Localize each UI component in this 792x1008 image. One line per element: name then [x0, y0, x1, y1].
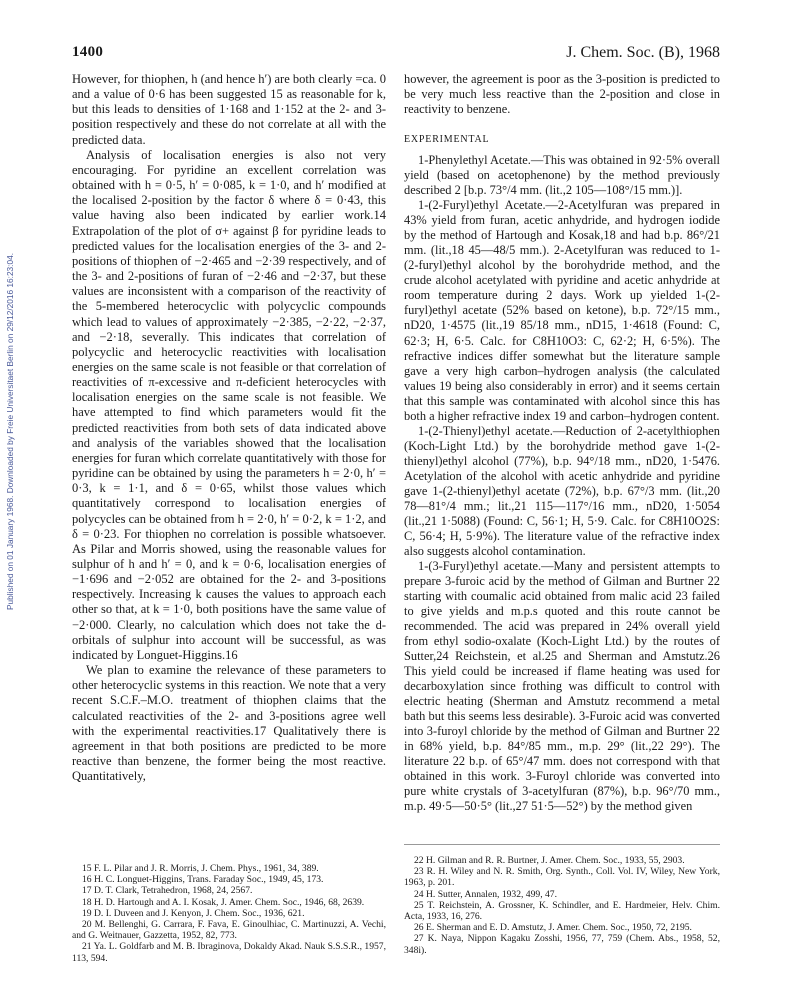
paragraph-localisation-energies: Analysis of localisation energies is also not very encouraging. For pyridine an excellent correlation was obtained with h = 0·5, h′ = 0·085, k = 1·0, and h′ modified at the localised 2-position by the factor δ where δ = 0·43, this value having also been indicated by earlier work.14 Extrapolation of the plot of σ+ against β for pyridine leads to predicted values for the localisation energies of the 3- and 2-positions of thiophen of −2·465 and −2·39 respectively, and of the 3- and 2-positions of furan of −2·46 and −2·37, but these values are inconsistent with a comparison of the reactivity of the 5-membered heterocyclic with polycyclic compounds which lead to values of approximately −2·385, −2·22, −2·37, and −2·18, severally. This indicates that correlation of polycyclic and heterocyclic reactivities with localisation energies on the same scale is not feasible or that correlation of reactivities of π-excessive and π-deficient heterocycles with localisation energies on the same scale is not feasible. We have attempted to find which parameters would fit the predicted reactivities from both sets of data indicated above and analysis of the variables showed that the localisation energies for furan which correlate quantitatively with those for pyridine can be obtained by using the parameters h = 2·0, h′ = 0·3, k = 1·1, and δ = 0·65, whilst those values which quantitatively correspond to localisation energies of polycycles can be obtained from h = 2·0, h′ = 0·2, k = 1·2, and δ = 0·23. For thiophen no correlation is possible whatsoever. As Pilar and Morris showed, using the reasonable values for sulphur of h and h′ = 0, and k = 0·6, localisation energies of −1·696 and −2·052 are obtained for the 2- and 3-positions respectively. Increasing k causes the values to approach each other so that, at k = 1·0, both positions have the same value of −2·000. Clearly, no calculation which does not take the d-orbitals of sulphur into account will be successful, as was indicated by Longuet-Higgins.16 — [72, 147, 386, 662]
footnote: 16 H. C. Longuet-Higgins, Trans. Faraday Soc., 1949, 45, 173. — [82, 874, 324, 886]
left-column — [72, 72, 386, 784]
footnote: 19 D. I. Duveen and J. Kenyon, J. Chem. Soc., 1936, 621. — [82, 907, 305, 919]
paragraph-phenylethyl-acetate: 1-Phenylethyl Acetate.—This was obtained in 92·5% overall yield (based on acetophenone) by the method previously described 2 [b.p. 73°/4 mm. (lit.,2 105—108°/15 mm.)]. — [404, 153, 720, 198]
footnote: 18 H. D. Hartough and A. I. Kosak, J. Amer. Chem. Soc., 1946, 68, 2639. — [82, 896, 365, 908]
footnote: 15 F. L. Pilar and J. R. Morris, J. Chem. Phys., 1961, 34, 389. — [82, 863, 319, 874]
paragraph-3-furylethyl-acetate: 1-(3-Furyl)ethyl acetate.—Many and persistent attempts to prepare 3-furoic acid by the method of Gilman and Burtner 22 starting with coumalic acid obtained from malic acid 23 failed to give yields and m.p.s quoted and this route cannot be recommended. The acid was prepared in 24% overall yield from ethyl sodio-oxalate (Koch-Light Ltd.) by the routes of Sutter,24 Reichstein, et al.25 and Sherman and Amstutz.26 This yield could be increased if flame heating was used for decarboxylation since frothing was difficult to control with electric heating (Sherman and Amstutz recommend a metal bath but this seems less desirable). 3-Furoic acid was converted into 3-furoyl chloride by the method of Gilman and Burtner 22 in 68% yield, b.p. 84°/85 mm., m.p. 29° (lit.,22 29°). The literature 22 b.p. of 65°/47 mm. does not correspond with that obtained in this work. 3-Furoyl chloride was converted into pure white crystals of 3-acetylfuran (87%), b.p. 96°/70 mm., m.p. 49·5—50·5° (lit.,27 51·5—52°) by the method given — [404, 558, 720, 814]
footnote: 17 D. T. Clark, Tetrahedron, 1968, 24, 2567. — [82, 885, 253, 897]
download-stamp — [2, 0, 18, 1008]
right-column — [404, 72, 720, 815]
paragraph-continuation: however, the agreement is poor as the 3-position is predicted to be very much less reactive than the 2-position and close in reactivity to benzene. — [404, 72, 720, 117]
page-number: 1400 — [72, 44, 104, 60]
footnote: 24 H. Sutter, Annalen, 1932, 499, 47. — [414, 888, 557, 900]
footnotes-left — [72, 863, 386, 964]
footnote: 27 K. Naya, Nippon Kagaku Zosshi, 1956, 77, 759 (Chem. Abs., 1958, 52, 348i). — [404, 933, 720, 956]
footnotes-right — [404, 855, 720, 956]
running-head: J. Chem. Soc. (B), 1968 — [566, 44, 720, 61]
section-heading-experimental: EXPERIMENTAL — [404, 134, 490, 146]
footnote: 25 T. Reichstein, A. Grossner, K. Schindler, and E. Hardmeier, Helv. Chim. Acta, 1933, 16, 276. — [404, 899, 720, 923]
footnote: 23 R. H. Wiley and N. R. Smith, Org. Synth., Coll. Vol. IV, Wiley, New York, 1963, p. 201. — [404, 866, 720, 889]
footnote: 20 M. Bellenghi, G. Carrara, F. Fava, E. Ginoulhiac, C. Martinuzzi, A. Vechi, and G. Weitnauer, Gazzetta, 1952, 82, 773. — [72, 919, 386, 942]
footnote: 21 Ya. L. Goldfarb and M. B. Ibraginova, Dokaldy Akad. Nauk S.S.S.R., 1957, 113, 594. — [72, 941, 386, 964]
footnote: 26 E. Sherman and E. D. Amstutz, J. Amer. Chem. Soc., 1950, 72, 2195. — [414, 922, 692, 934]
footnote: 22 H. Gilman and R. R. Burtner, J. Amer. Chem. Soc., 1933, 55, 2903. — [414, 855, 685, 866]
footnote-rule — [404, 844, 720, 845]
paragraph-future-work: We plan to examine the relevance of these parameters to other heterocyclic systems in this reaction. We note that a very recent S.C.F.–M.O. treatment of thiophen claims that the calculated reactivities of the 2- and 3-positions agree well with the experimental reactivities.17 Qualitatively there is agreement in that both positions are predicted to be more reactive than benzene, the former being the most reactive. Quantitatively, — [72, 663, 386, 784]
paragraph-thiophen-parameters: However, for thiophen, h (and hence h′) are both clearly =ca. 0 and a value of 0·6 has been suggested 15 as reasonable for k, but this leads to densities of 1·168 and 1·152 at the 2- and 3-position respectively and these do not correlate at all with the predicted data. — [72, 72, 387, 147]
download-stamp-text: Published on 01 January 1968. Downloaded by Freie Universitaet Berlin on 29/12/2016 16:23:04. — [5, 252, 15, 610]
paragraph-thienylethyl-acetate: 1-(2-Thienyl)ethyl acetate.—Reduction of 2-acetylthiophen (Koch-Light Ltd.) by the borohydride method gave 1-(2-thienyl)ethyl alcohol (77%), b.p. 94°/18 mm., nD20, 1·5476. Acetylation of the alcohol with acetic anhydride and pyridine gave 1-(2-thienyl)ethyl acetate (72%), b.p. 67°/3 mm. (lit.,20 78—81°/4 mm.; lit.,21 115—117°/16 mm., nD20, 1·5054 (lit.,21 1·5088) (Found: C, 56·1; H, 5·9. Calc. for C8H10O2S: C, 56·4; H, 5·9%). The literature value of the refractive index also suggests alcohol contamination. — [404, 423, 720, 558]
paragraph-furylethyl-acetate: 1-(2-Furyl)ethyl Acetate.—2-Acetylfuran was prepared in 43% yield from furan, acetic anhydride, and hydrogen iodide by the method of Hartough and Kosak,18 and had b.p. 86°/21 mm. (lit.,18 45—48/5 mm.). 2-Acetylfuran was reduced to 1-(2-furyl)ethyl alcohol by the borohydride method, and the crude alcohol acetylated with pyridine and acetic anhydride at room temperature during 2 days. Work up yielded 1-(2-furyl)ethyl acetate (52% based on ketone), b.p. 72°/15 mm., nD20, 1·4575 (lit.,19 85/18 mm., nD15, 1·4618 (Found: C, 62·3; H, 6·5. Calc. for C8H10O3: C, 62·2; H, 6·5%). The refractive indices differ somewhat but the literature sample gave a very high carbon–hydrogen analysis (the calculated values 19 being also considerably in error) and it seems certain that this sample was contaminated with alcohol since this has both a higher refractive index 19 and carbon–hydrogen content. — [404, 198, 720, 423]
